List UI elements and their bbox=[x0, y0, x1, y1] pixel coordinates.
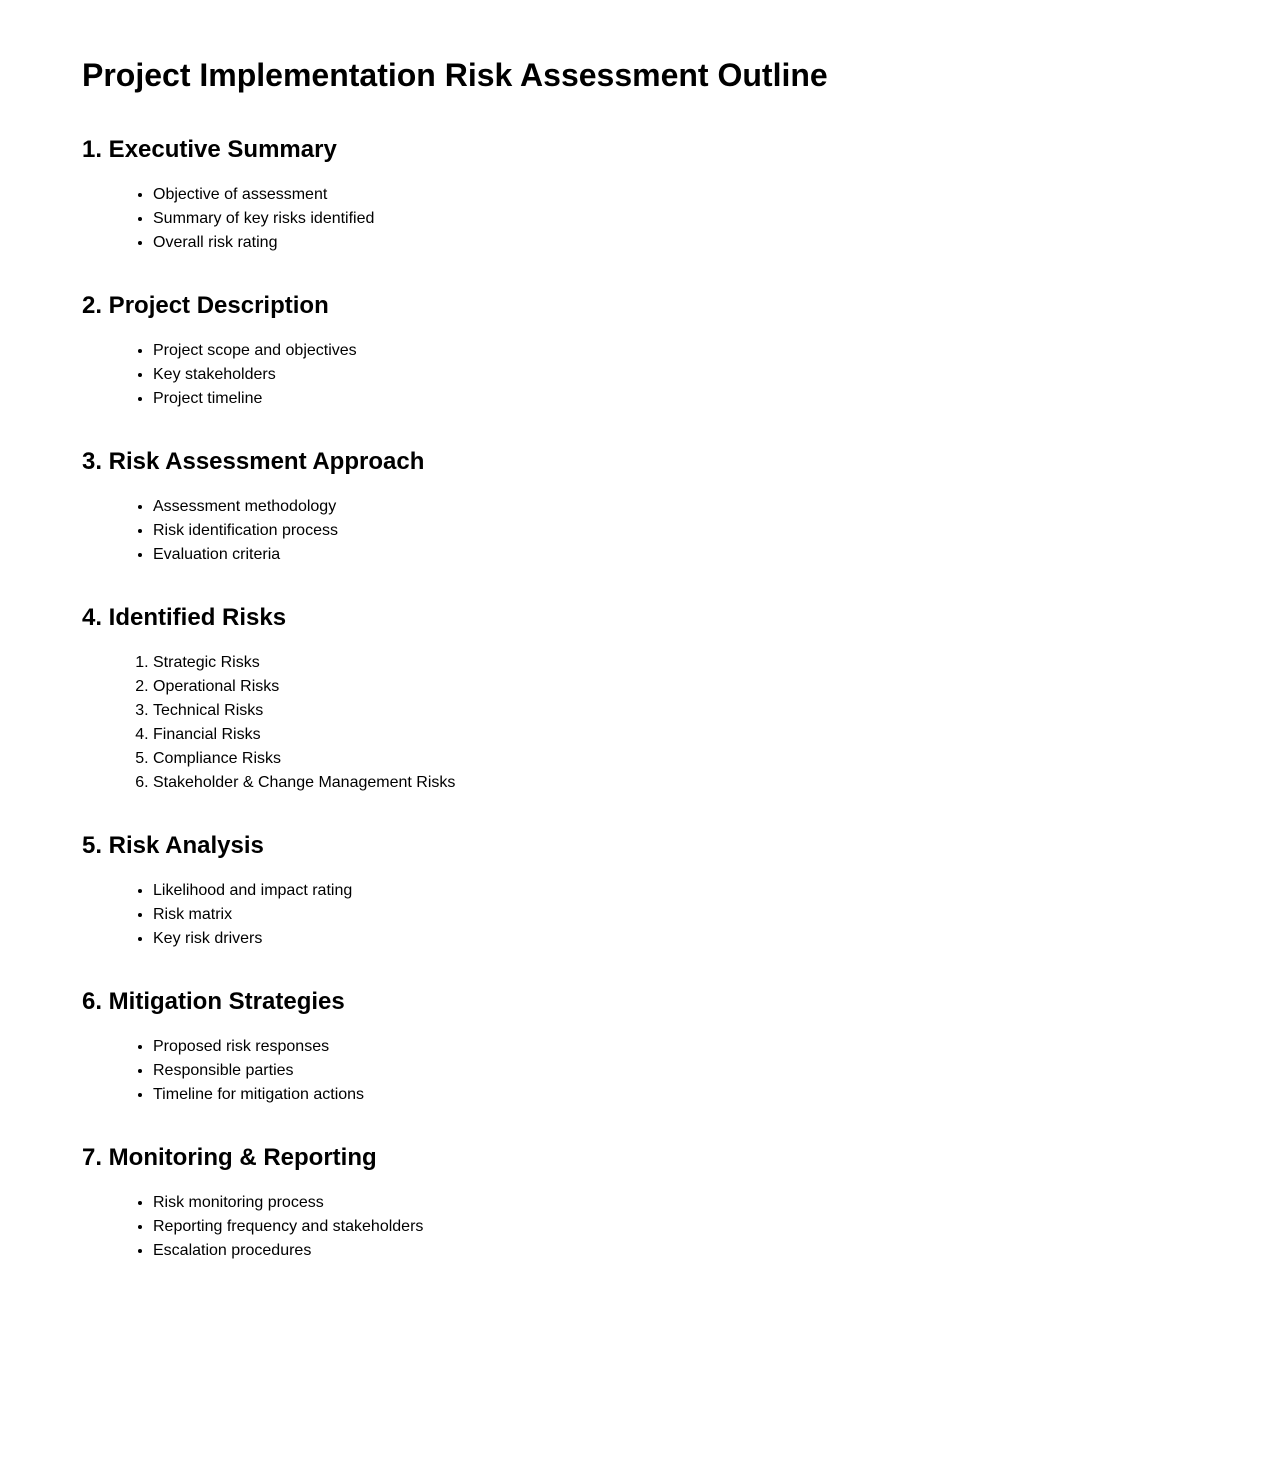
section-heading: 5. Risk Analysis bbox=[82, 832, 264, 859]
list-item: • Risk matrix bbox=[153, 903, 455, 927]
list-item: 4. Financial Risks bbox=[153, 723, 455, 747]
list-item: • Risk identification process bbox=[153, 519, 455, 543]
bullet-list bbox=[82, 879, 455, 951]
list-item: • Key risk drivers bbox=[153, 927, 455, 951]
list-item: 5. Compliance Risks bbox=[153, 747, 455, 771]
page-title: Project Implementation Risk Assessment Outline bbox=[82, 57, 828, 93]
section-executive-summary bbox=[82, 136, 455, 255]
section-risk-analysis bbox=[82, 832, 455, 951]
bullet-list bbox=[82, 1191, 455, 1263]
list-item: • Proposed risk responses bbox=[153, 1035, 455, 1059]
list-item: • Timeline for mitigation actions bbox=[153, 1083, 455, 1107]
list-item: • Likelihood and impact rating bbox=[153, 879, 455, 903]
list-item: • Responsible parties bbox=[153, 1059, 455, 1083]
numbered-list bbox=[82, 651, 455, 795]
list-item: • Risk monitoring process bbox=[153, 1191, 455, 1215]
list-item: • Evaluation criteria bbox=[153, 543, 455, 567]
list-item: • Escalation procedures bbox=[153, 1239, 455, 1263]
list-item: 3. Technical Risks bbox=[153, 699, 455, 723]
list-item: • Assessment methodology bbox=[153, 495, 455, 519]
list-item: • Summary of key risks identified bbox=[153, 207, 455, 231]
section-heading: 7. Monitoring & Reporting bbox=[82, 1144, 377, 1171]
section-mitigation-strategies bbox=[82, 988, 455, 1107]
bullet-list bbox=[82, 495, 455, 567]
list-item: • Objective of assessment bbox=[153, 183, 455, 207]
bullet-list bbox=[82, 339, 455, 411]
bullet-list bbox=[82, 183, 455, 255]
section-heading: 2. Project Description bbox=[82, 292, 329, 319]
section-monitoring-reporting bbox=[82, 1144, 455, 1263]
list-item: 1. Strategic Risks bbox=[153, 651, 455, 675]
section-heading: 6. Mitigation Strategies bbox=[82, 988, 345, 1015]
list-item: 2. Operational Risks bbox=[153, 675, 455, 699]
bullet-list bbox=[82, 1035, 455, 1107]
section-project-description bbox=[82, 292, 455, 411]
list-item: • Overall risk rating bbox=[153, 231, 455, 255]
list-item: • Project timeline bbox=[153, 387, 455, 411]
section-identified-risks bbox=[82, 604, 455, 795]
list-item: 6. Stakeholder & Change Management Risks bbox=[153, 771, 455, 795]
list-item: • Key stakeholders bbox=[153, 363, 455, 387]
section-heading: 4. Identified Risks bbox=[82, 604, 287, 631]
section-heading: 3. Risk Assessment Approach bbox=[82, 448, 425, 475]
list-item: • Reporting frequency and stakeholders bbox=[153, 1215, 455, 1239]
list-item: • Project scope and objectives bbox=[153, 339, 455, 363]
section-heading: 1. Executive Summary bbox=[82, 136, 337, 163]
sections bbox=[82, 136, 455, 1300]
section-risk-assessment-approach bbox=[82, 448, 455, 567]
